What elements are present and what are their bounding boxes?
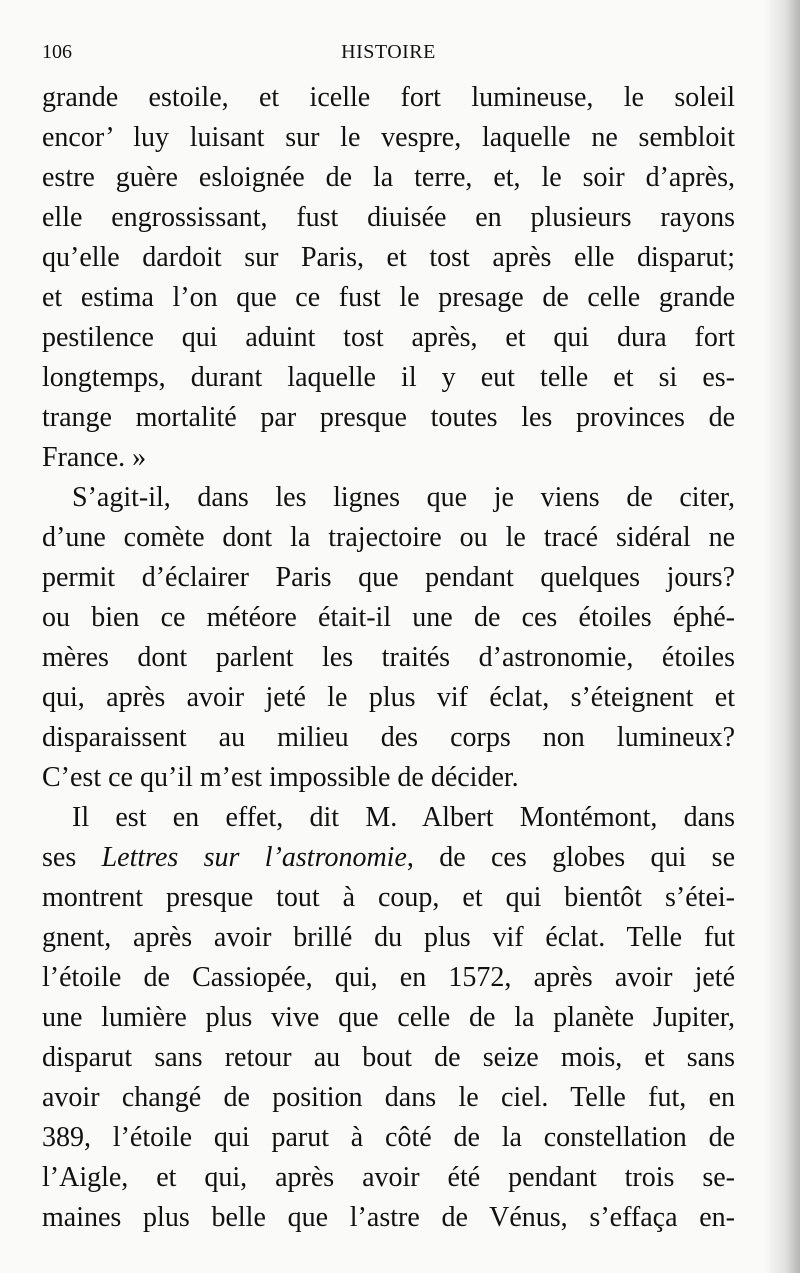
text-line: d’une comète dont la trajectoire ou le tracé sidéral ne xyxy=(42,522,735,553)
text-line: trange mortalité par presque toutes les provinces de xyxy=(42,402,735,433)
text-line: qu’elle dardoit sur Paris, et tost après elle disparut; xyxy=(42,242,735,273)
page-body xyxy=(42,78,735,1238)
text-line: ou bien ce météore était-il une de ces étoiles éphé- xyxy=(42,602,735,633)
paragraph-1 xyxy=(42,78,735,478)
text-line: 389, l’étoile qui parut à côté de la constellation de xyxy=(42,1122,735,1153)
text-line: pestilence qui aduint tost après, et qui dura fort xyxy=(42,322,735,353)
text-line: qui, après avoir jeté le plus vif éclat, s’éteignent et xyxy=(42,682,735,713)
text-line: maines plus belle que l’astre de Vénus, s’effaça en- xyxy=(42,1202,735,1233)
text-line: grande estoile, et icelle fort lumineuse, le soleil xyxy=(42,82,735,113)
text-line: encor’ luy luisant sur le vespre, laquelle ne sembloit xyxy=(42,122,735,153)
text-line: C’est ce qu’il m’est impossible de décider. xyxy=(42,762,519,793)
text-line: mères dont parlent les traités d’astronomie, étoiles xyxy=(42,642,735,673)
text-line: gnent, après avoir brillé du plus vif éclat. Telle fut xyxy=(42,922,735,953)
page-number: 106 xyxy=(42,41,72,63)
text-line: estre guère esloignée de la terre, et, le soir d’après, xyxy=(42,162,735,193)
text-fragment: ses xyxy=(42,842,102,873)
page-edge-shadow xyxy=(764,0,800,1273)
text-line: S’agit-il, dans les lignes que je viens de citer, xyxy=(72,482,735,513)
text-line: l’étoile de Cassiopée, qui, en 1572, après avoir jeté xyxy=(42,962,735,993)
text-line: montrent presque tout à coup, et qui bientôt s’étei- xyxy=(42,882,735,913)
text-line-with-title xyxy=(42,838,735,878)
text-line: elle engrossissant, fust diuisée en plusieurs rayons xyxy=(42,202,735,233)
text-fragment: , de ces globes qui se xyxy=(406,842,735,873)
text-line: une lumière plus vive que celle de la planète Jupiter, xyxy=(42,1002,735,1033)
text-line: disparaissent au milieu des corps non lumineux? xyxy=(42,722,735,753)
book-title: Lettres sur l’astronomie xyxy=(101,842,407,873)
text-line: et estima l’on que ce fust le presage de celle grande xyxy=(42,282,735,313)
text-line: permit d’éclairer Paris que pendant quelques jours? xyxy=(42,562,735,593)
text-line: disparut sans retour au bout de seize mois, et sans xyxy=(42,1042,735,1073)
running-title: HISTOIRE xyxy=(341,41,436,63)
text-line: Il est en effet, dit M. Albert Montémont, dans xyxy=(72,802,735,833)
text-line: longtemps, durant laquelle il y eut telle et si es- xyxy=(42,362,735,393)
text-line: France. » xyxy=(42,442,147,473)
paragraph-3 xyxy=(42,798,735,1238)
text-line: l’Aigle, et qui, après avoir été pendant trois se- xyxy=(42,1162,735,1193)
paragraph-2 xyxy=(42,478,735,798)
text-line: avoir changé de position dans le ciel. Telle fut, en xyxy=(42,1082,735,1113)
